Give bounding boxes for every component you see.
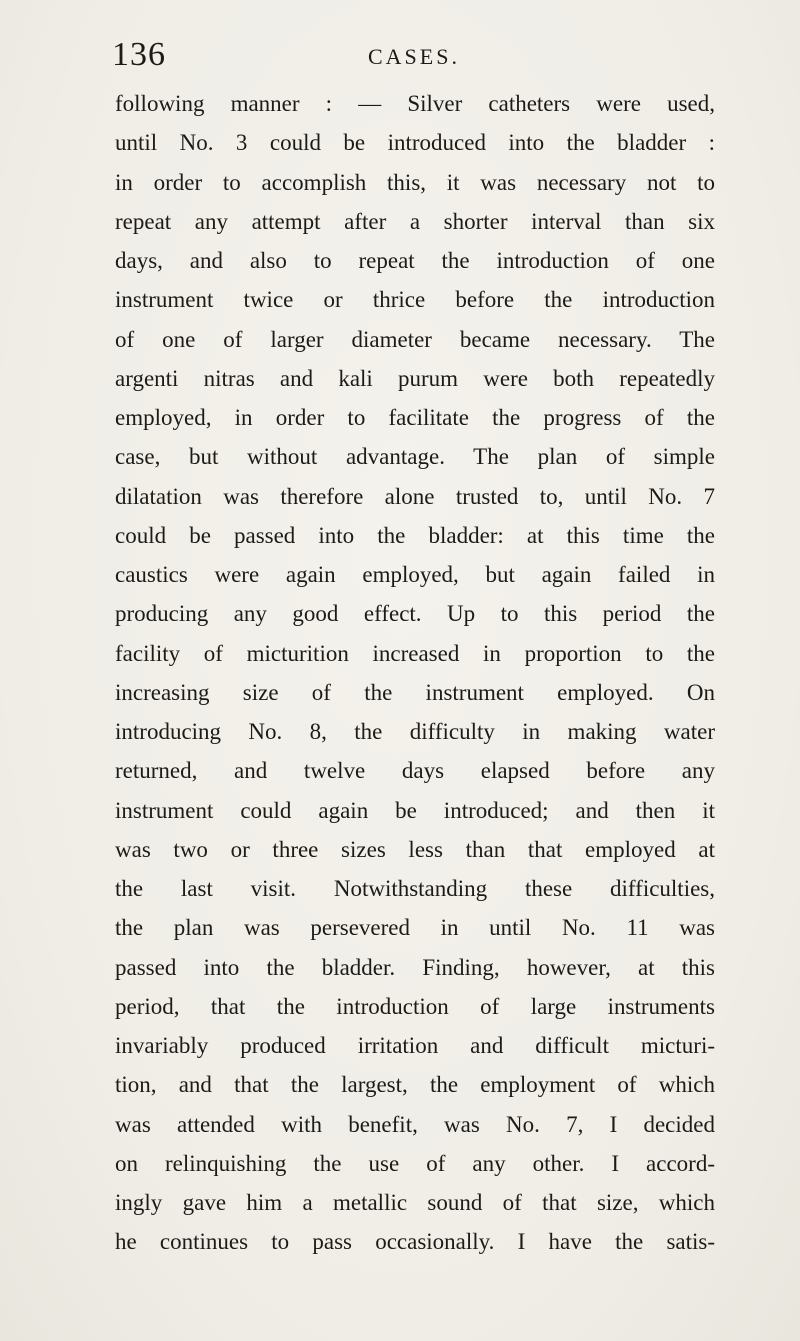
text-line: ingly gave him a metallic sound of that size, which bbox=[115, 1190, 715, 1215]
text-line: the last visit. Notwithstanding these difficulties, bbox=[115, 876, 715, 901]
text-line: returned, and twelve days elapsed before any bbox=[115, 758, 715, 784]
running-head: CASES. bbox=[368, 44, 460, 69]
text-line: producing any good effect. Up to this period the bbox=[115, 601, 715, 627]
text-line: argenti nitras and kali purum were both repeatedly bbox=[115, 365, 715, 391]
text-line: period, that the introduction of large instruments bbox=[115, 993, 715, 1019]
text-line: repeat any attempt after a shorter interval than six bbox=[115, 208, 715, 234]
text-line: he continues to pass occasionally. I have the satis- bbox=[115, 1229, 715, 1255]
text-line: was attended with benefit, was No. 7, I decided bbox=[115, 1111, 715, 1137]
text-line: case, but without advantage. The plan of simple bbox=[115, 444, 715, 470]
text-line: caustics were again employed, but again failed in bbox=[115, 562, 715, 587]
text-line: following manner : — Silver catheters were used, bbox=[115, 91, 715, 116]
text-line: in order to accomplish this, it was necessary not to bbox=[115, 169, 715, 195]
text-line: instrument could again be introduced; and then it bbox=[115, 797, 715, 823]
text-line: days, and also to repeat the introduction of one bbox=[115, 248, 715, 273]
text-line: facility of micturition increased in proportion to the bbox=[115, 640, 715, 666]
text-line: of one of larger diameter became necessary. The bbox=[115, 326, 715, 352]
text-line: on relinquishing the use of any other. I accord- bbox=[115, 1150, 715, 1176]
text-line: invariably produced irritation and difficult micturi- bbox=[115, 1033, 715, 1058]
text-line: could be passed into the bladder: at this time the bbox=[115, 522, 715, 548]
text-line: instrument twice or thrice before the introduction bbox=[115, 287, 715, 313]
text-line: the plan was persevered in until No. 11 was bbox=[115, 915, 715, 941]
page-number: 136 bbox=[112, 36, 166, 73]
text-line: was two or three sizes less than that employed at bbox=[115, 836, 715, 862]
text-line: increasing size of the instrument employed. On bbox=[115, 679, 715, 705]
text-line: until No. 3 could be introduced into the bladder : bbox=[115, 130, 715, 156]
text-line: tion, and that the largest, the employment of which bbox=[115, 1072, 715, 1098]
text-line: employed, in order to facilitate the progress of the bbox=[115, 405, 715, 430]
text-line: passed into the bladder. Finding, however, at this bbox=[115, 954, 715, 980]
text-line: introducing No. 8, the difficulty in making water bbox=[115, 719, 715, 744]
body-text bbox=[115, 84, 715, 1262]
text-line: dilatation was therefore alone trusted to, until No. 7 bbox=[115, 483, 715, 509]
